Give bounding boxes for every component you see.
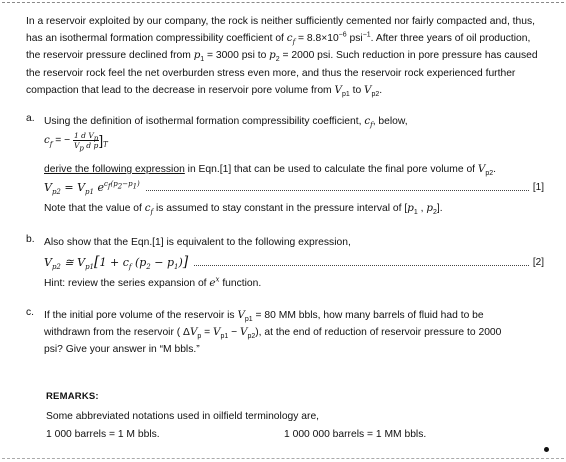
bottom-dashed-divider <box>2 458 564 459</box>
note-constant-cf: Note that the value of $c_f$ is assumed to stay constant in the pressure interval of [$p_1$ , $p_2$]. <box>44 202 443 217</box>
equation-1: $V_{p2} = V_{p1}$ $e^{c_f(p_2-p_1)}$ [1] <box>44 179 544 196</box>
derive-instruction: derive the following expression in Eqn.[1] that can be used to calculate the final pore volume of $V_{p2}$. <box>44 163 496 178</box>
hint: Hint: review the series expansion of $e^x$ function. <box>44 275 262 289</box>
conversion-m-bbls: 1 000 barrels = 1 M bbls. <box>46 429 160 440</box>
conversion-mm-bbls: 1 000 000 barrels = 1 MM bbls. <box>284 429 427 440</box>
question-b-line1: Also show that the Eqn.[1] is equivalent to the following expression, <box>44 237 351 248</box>
remarks-line: Some abbreviated notations used in oilfield terminology are, <box>46 411 320 422</box>
question-c-label: c. <box>26 307 35 318</box>
leader-dots <box>146 190 529 191</box>
question-c-text: If the initial pore volume of the reservoir is $V_{p1} = 80$ MM bbls, how many barrels of fluid had to be withdrawn from the reservoir ( $\Delta V_p = V_{p1} - V_{p2}$), at the end of reduction of reservoir pressure to 2000 psi? Give your answer in “M bbls.” <box>44 309 502 355</box>
equation-2: $V_{p2}$ ≅ $V_{p1}[1 + c_f$ $(p_2 - p_1)$] [2] <box>44 254 544 272</box>
intro-paragraph: In a reservoir exploited by our company, the rock is neither sufficiently cemented nor fairly compacted and, thus, has an isothermal formation compressibility coefficient of $c_f = 8.8\times 10^{-6}$ psi$^{-1}$. After three years of oil production, the reservoir pressure declined from $p_1 = 3000$ psi to $p_2 = 2000$ psi. Such reduction in pore pressure has caused the reservoir rock feel the net overburden stress even more, and thus the reservoir rock experienced further compaction that lead to the decrease in reservoir pore volume from $V_{p1}$ to $V_{p2}$. <box>26 16 538 98</box>
equation-1-number: [1] <box>532 181 544 193</box>
remarks-conversions <box>46 429 526 440</box>
equation-2-number: [2] <box>532 256 544 268</box>
question-a-line1: Using the definition of isothermal formation compressibility coefficient, $c_f$, below, <box>44 115 408 130</box>
question-a-label: a. <box>26 113 35 124</box>
compressibility-definition: $c_f$ = − $\frac{1 d V_p}{V_p d p}$ ]$_T$ <box>44 131 108 153</box>
top-dashed-divider <box>2 2 564 3</box>
definition-fraction: $\frac{1 d V_p}{V_p d p}$ <box>73 131 99 153</box>
leader-dots <box>194 265 529 266</box>
bullet-dot <box>544 447 549 452</box>
question-b-label: b. <box>26 234 35 245</box>
remarks-title: REMARKS: <box>46 391 99 402</box>
